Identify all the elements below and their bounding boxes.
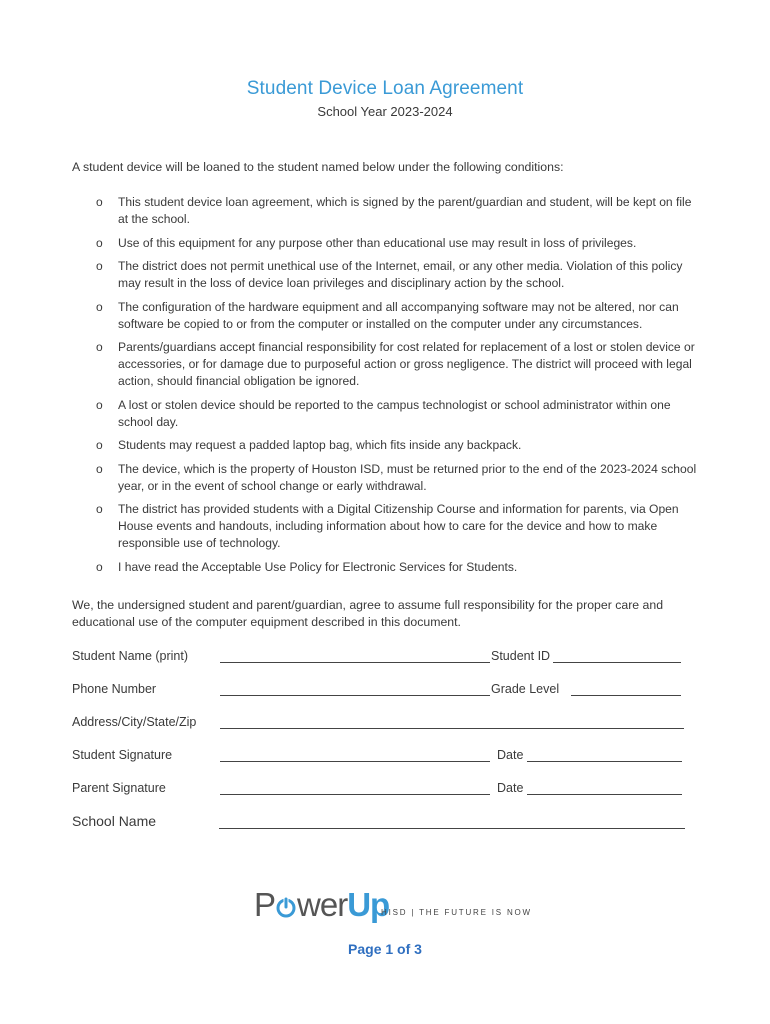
- condition-item: [72, 194, 702, 228]
- student-signature-label: Student Signature: [72, 748, 173, 762]
- bullet-icon: o: [96, 559, 103, 574]
- logo-tagline: HISD | THE FUTURE IS NOW: [381, 908, 532, 917]
- intro-paragraph: A student device will be loaned to the student named below under the following conditions:: [72, 160, 564, 174]
- student-name-field[interactable]: [220, 662, 490, 663]
- student-signature-field[interactable]: [220, 761, 490, 762]
- bullet-icon: o: [96, 259, 103, 273]
- condition-text: Use of this equipment for any purpose other than educational use may result in loss of privileges.: [118, 235, 637, 250]
- powerup-logo: [254, 886, 532, 934]
- bullet-icon: o: [96, 299, 103, 314]
- student-id-label: Student ID: [491, 649, 551, 663]
- bullet-icon: o: [96, 195, 103, 209]
- condition-item: [72, 299, 702, 333]
- conditions-list: [72, 194, 702, 582]
- condition-item: [72, 258, 702, 292]
- bullet-icon: o: [96, 397, 103, 412]
- grade-level-label: Grade Level: [491, 682, 560, 696]
- student-id-field[interactable]: [553, 662, 681, 663]
- grade-level-field[interactable]: [571, 695, 681, 696]
- condition-text: Parents/guardians accept financial responsibility for cost related for replacement of a lost or stolen device or accessories, or for damage due to purposeful action or gross negligence. The district will proceed with legal action, should financial obligation be ignored.: [118, 340, 695, 388]
- condition-text: I have read the Acceptable Use Policy for Electronic Services for Students.: [118, 559, 518, 574]
- condition-text: Students may request a padded laptop bag, which fits inside any backpack.: [118, 438, 522, 452]
- condition-text: The district has provided students with a Digital Citizenship Course and information for parents, via Open House events and handouts, including information about how to care for the device and how to make responsible use of technology.: [118, 502, 679, 550]
- condition-item: [72, 461, 702, 495]
- condition-text: This student device loan agreement, which is signed by the parent/guardian and student, will be kept on file at the school.: [118, 195, 692, 226]
- condition-item: [72, 501, 702, 552]
- logo-wordmark: P werUp: [254, 886, 390, 923]
- student-date-label: Date: [497, 748, 524, 762]
- condition-item: [72, 397, 702, 431]
- student-date-field[interactable]: [527, 761, 682, 762]
- condition-text: A lost or stolen device should be reported to the campus technologist or school administrator within one school day.: [118, 397, 671, 429]
- bullet-icon: o: [96, 438, 103, 452]
- condition-item: [72, 235, 702, 252]
- parent-date-label: Date: [497, 781, 524, 795]
- document-subtitle: School Year 2023-2024: [317, 104, 453, 119]
- page-number: Page 1 of 3: [348, 941, 422, 957]
- address-label: Address/City/State/Zip: [72, 715, 197, 729]
- address-field[interactable]: [220, 728, 684, 729]
- bullet-icon: o: [96, 340, 103, 354]
- closing-paragraph: We, the undersigned student and parent/guardian, agree to assume full responsibility for the proper care and educational use of the computer equipment described in this document.: [72, 598, 664, 629]
- condition-item: [72, 437, 702, 454]
- bullet-icon: o: [96, 502, 103, 516]
- school-name-field[interactable]: [219, 828, 685, 829]
- parent-signature-label: Parent Signature: [72, 781, 166, 795]
- condition-text: The configuration of the hardware equipment and all accompanying software may not be altered, nor can software be copied to or from the computer or installed on the computer under any circumstances.: [118, 299, 679, 331]
- parent-signature-field[interactable]: [220, 794, 490, 795]
- parent-date-field[interactable]: [527, 794, 682, 795]
- phone-number-label: Phone Number: [72, 682, 157, 696]
- student-name-label: Student Name (print): [72, 649, 189, 663]
- school-name-label: School Name: [72, 813, 157, 829]
- phone-number-field[interactable]: [220, 695, 490, 696]
- condition-text: The district does not permit unethical use of the Internet, email, or any other media. Violation of this policy may result in the loss of device loan privileges and disciplinary action by the school.: [118, 259, 683, 290]
- power-symbol-icon: [275, 888, 297, 910]
- bullet-icon: o: [96, 235, 103, 250]
- condition-text: The device, which is the property of Houston ISD, must be returned prior to the end of the 2023-2024 school year, or in the event of school change or early withdrawal.: [118, 461, 697, 493]
- document-title: Student Device Loan Agreement: [246, 78, 524, 99]
- condition-item: [72, 339, 702, 390]
- condition-item: [72, 559, 702, 576]
- bullet-icon: o: [96, 461, 103, 476]
